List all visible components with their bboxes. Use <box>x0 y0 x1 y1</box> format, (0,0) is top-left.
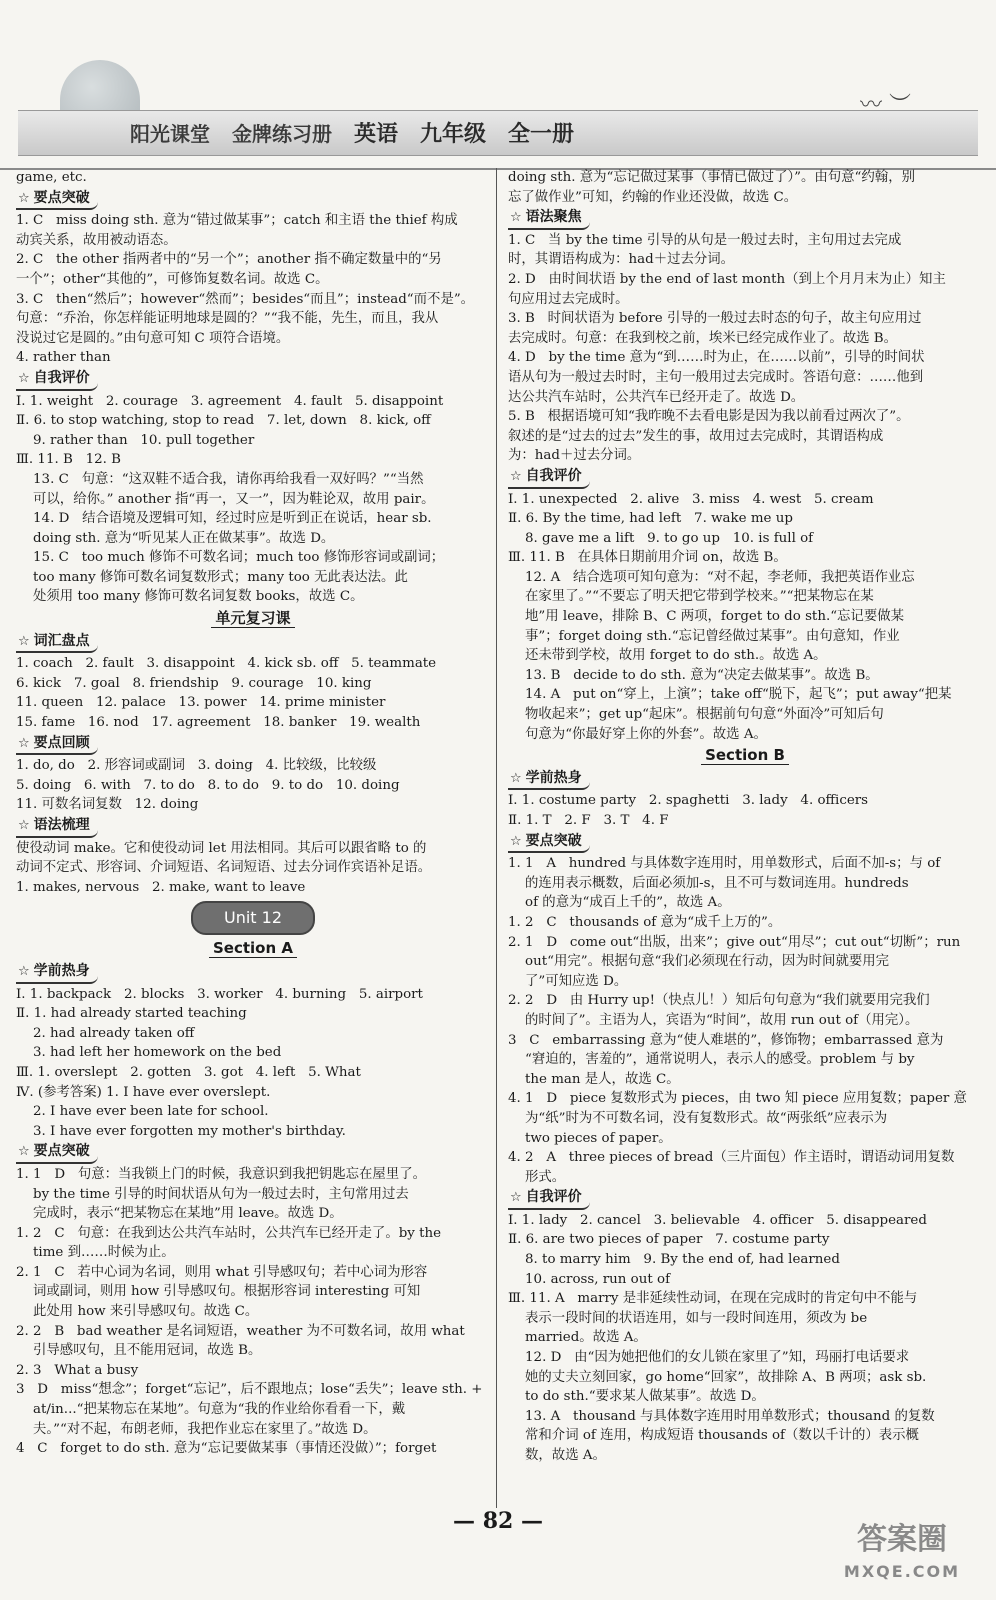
answer-line: 1. 2 C thousands of 意为“成千上万的”。 <box>508 914 782 930</box>
answer-line: 9. rather than 10. pull together <box>16 432 255 448</box>
section-heading <box>16 734 98 756</box>
answer-line: 3. I have ever forgotten my mother's birthday. <box>16 1123 346 1139</box>
watermark-logo <box>822 1524 982 1588</box>
section-heading <box>16 1142 98 1164</box>
section-heading-label: 自我评价 <box>525 1189 582 1206</box>
answer-line: 8. to marry him 9. By the end of, had learned <box>508 1252 840 1268</box>
section-heading-label: 自我评价 <box>525 467 582 484</box>
section-heading-label: 语法聚焦 <box>525 209 582 226</box>
answer-line: 1. 2 C 句意：在我到达公共汽车站时，公共汽车已经开走了。by the <box>16 1225 442 1241</box>
answer-line: 为“纸”时为不可数名词，没有复数形式。故“两张纸”应表示为 <box>508 1110 888 1126</box>
section-heading-label: 要点突破 <box>33 189 90 206</box>
answer-line: 句应用过去完成时。 <box>508 291 629 307</box>
section-heading <box>16 816 98 838</box>
answer-line: 15. C too much 修饰不可数名词；much too 修饰形容词或副词； <box>16 550 445 566</box>
volume: 全一册 <box>508 120 575 147</box>
answer-line: 1. 1 D 句意：当我锁上门的时候，我意识到我把钥匙忘在屋里了。 <box>16 1166 426 1182</box>
answer-line: Ⅱ. 6. are two pieces of paper 7. costume party <box>508 1232 830 1248</box>
section-heading-label: 自我评价 <box>33 369 90 386</box>
answer-line: 常和介词 of 连用，构成短语 thousands of（数以千计的）表示概 <box>508 1428 919 1444</box>
answer-line: 语从句为一般过去时时，主句一般用过去完成时。答语句意：……他到 <box>508 369 924 385</box>
answer-line: the man 是人，故选 C。 <box>508 1071 680 1087</box>
column-divider <box>496 168 497 1508</box>
answer-line: 3. had left her homework on the bed <box>16 1045 282 1061</box>
section-heading-label: 要点突破 <box>525 832 582 849</box>
answer-line: Ⅲ. 11. B 12. B <box>16 452 121 468</box>
answer-line: 15. fame 16. nod 17. agreement 18. banker 19. wealth <box>16 715 421 731</box>
right-column <box>508 168 982 1466</box>
answer-line: Ⅰ. 1. costume party 2. spaghetti 3. lady 4. officers <box>508 793 869 809</box>
answer-line: 2. had already taken off <box>16 1025 195 1041</box>
answer-line: 4 C forget to do sth. 意为“忘记要做某事（事情还没做）”；forget <box>16 1441 437 1457</box>
answer-line: 动宾关系，故用被动语态。 <box>16 232 177 248</box>
answer-line: two pieces of paper。 <box>508 1130 672 1146</box>
answer-line: Ⅲ. 11. A marry 是非延续性动词，在现在完成时的肯定句中不能与 <box>508 1291 918 1307</box>
answer-line: at/in...“把某物忘在某地”。句意为“我的作业给你看看一下，戴 <box>16 1402 406 1418</box>
answer-line: 3 D miss“想念”；forget“忘记”，后不跟地点；lose“丢失”；leave sth. + <box>16 1382 483 1398</box>
answer-line: 14. A put on“穿上，上演”；take off“脱下，起飞”；put away“把某 <box>508 687 952 703</box>
answer-line: 的连用表示概数，后面必须加-s，且不可与数词连用。hundreds <box>508 875 909 891</box>
answer-line: 2. 2 D 由 Hurry up!（快点儿！）知后句句意为“我们就要用完我们 <box>508 993 930 1009</box>
section-title: Section B <box>701 746 789 765</box>
answer-line: 5. B 根据语境可知“我昨晚不去看电影是因为我以前看过两次了”。 <box>508 409 910 425</box>
watermark-main: 答案圈 <box>857 1522 947 1557</box>
answer-line: Ⅱ. 6. By the time, had left 7. wake me up <box>508 511 793 527</box>
section-heading <box>16 189 98 211</box>
answer-line: 此处用 how 来引导感叹句。故选 C。 <box>16 1304 259 1320</box>
answer-line: 4. rather than <box>16 350 111 366</box>
star-icon: ☆ <box>18 1144 30 1160</box>
answer-line: 6. kick 7. goal 8. friendship 9. courage 10. king <box>16 675 372 691</box>
answer-line: Ⅱ. 1. T 2. F 3. T 4. F <box>508 813 669 828</box>
answer-line: 3. B 时间状语为 before 引导的一般过去时态的句子，故主句应用过 <box>508 311 922 327</box>
answer-line: 夫。”“对不起，布朗老师，我把作业忘在家里了。”故选 D。 <box>16 1421 377 1437</box>
answer-line: 地”用 leave，排除 B、C 两项，forget to do sth.“忘记要做某 <box>508 609 904 625</box>
answer-line: 14. D 结合语境及逻辑可知，经过时应是听到正在说话，hear sb. <box>16 511 432 527</box>
answer-line: 1. makes, nervous 2. make, want to leave <box>16 879 306 895</box>
section-heading <box>16 962 98 984</box>
section-heading <box>508 467 590 489</box>
answer-line: 她的丈夫立刻回家，go home“回家”，故排除 A、B 两项；ask sb. <box>508 1369 927 1385</box>
answer-line: by the time 引导的时间状语从句为一般过去时，主句常用过去 <box>16 1186 409 1202</box>
answer-line: 形式。 <box>508 1169 566 1185</box>
grade: 九年级 <box>420 120 487 147</box>
page-header <box>0 0 996 170</box>
answer-line: 数，故选 A。 <box>508 1448 606 1463</box>
section-heading-label: 学前热身 <box>33 962 90 979</box>
answer-line: 2. 1 C 若中心词为名词，则用 what 引导感叹句；若中心词为形容 <box>16 1264 428 1280</box>
unit-badge: Unit 12 <box>191 901 315 935</box>
answer-line: out“用完”。根据句意“我们必须现在行动，因为时间就要用完 <box>508 954 890 970</box>
header-title <box>130 112 574 152</box>
answer-line: 没说过它是圆的。”由句意可知 C 项符合语境。 <box>16 330 290 346</box>
answer-line: 使役动词 make。它和使役动词 let 用法相同。其后可以跟省略 to 的 <box>16 840 427 856</box>
page-number: — 82 — <box>453 1508 543 1534</box>
subject: 英语 <box>354 120 399 147</box>
answer-line: 的时间了”。主语为人，宾语为“时间”，故用 run out of（用完）。 <box>508 1012 919 1028</box>
star-icon: ☆ <box>510 210 522 226</box>
series-name: 金牌练习册 <box>232 121 332 146</box>
answer-line: 忘了做作业”可知，约翰的作业还没做，故选 C。 <box>508 189 798 205</box>
answer-line: 11. queen 12. palace 13. power 14. prime minister <box>16 695 386 711</box>
answer-line: 4. 1 D piece 复数形式为 pieces，由 two 知 piece 应用复数；paper 意 <box>508 1091 967 1107</box>
answer-line: 动词不定式、形容词、介词短语、名词短语、过去分词作宾语补足语。 <box>16 860 432 876</box>
left-column <box>16 168 490 1459</box>
answer-line: 事”；forget doing sth.“忘记曾经做过某事”。由句意知，作业 <box>508 628 900 644</box>
section-title: 单元复习课 <box>211 609 294 628</box>
answer-line: 句意：“乔治，你怎样能证明地球是圆的？”“我不能，先生，而且，我从 <box>16 311 439 327</box>
answer-line: 5. doing 6. with 7. to do 8. to do 9. to do 10. doing <box>16 777 400 793</box>
answer-line: 去完成时。句意：在我到校之前，埃米已经完成作业了。故选 B。 <box>508 330 898 346</box>
answer-line: 12. D 由“因为她把他们的女儿锁在家里了”知，玛丽打电话要求 <box>508 1350 910 1366</box>
answer-line: 表示一段时间的状语连用，如与一段时间连用，须改为 be <box>508 1310 868 1326</box>
answer-line: Ⅰ. 1. backpack 2. blocks 3. worker 4. burning 5. airport <box>16 986 423 1002</box>
section-heading <box>16 632 98 654</box>
section-heading-label: 要点回顾 <box>33 734 90 751</box>
star-icon: ☆ <box>510 1190 522 1206</box>
star-icon: ☆ <box>18 633 30 649</box>
answer-line: 1. 1 A hundred 与具体数字连用时，用单数形式，后面不加-s；与 of <box>508 856 941 872</box>
answer-line: 2. 3 What a busy <box>16 1362 139 1378</box>
answer-line: married。故选 A。 <box>508 1330 647 1346</box>
answer-line: 词或副词，则用 how 引导感叹句。根据形容词 interesting 可知 <box>16 1284 421 1300</box>
star-icon: ☆ <box>510 468 522 484</box>
answer-line: 3. C then“然后”；however“然而”；besides“而且”；instead“而不是”。 <box>16 291 475 307</box>
answer-line: 11. 可数名词复数 12. doing <box>16 797 199 813</box>
answer-line: 4. D by the time 意为“到……时为止，在……以前”，引导的时间状 <box>508 350 925 366</box>
answer-line: 1. C 当 by the time 引导的从句是一般过去时，主句用过去完成 <box>508 232 902 248</box>
section-heading-label: 词汇盘点 <box>33 632 90 649</box>
answer-line: game, etc. <box>16 170 87 185</box>
answer-line: 为：had＋过去分词。 <box>508 448 641 464</box>
answer-line: Ⅱ. 1. had already started teaching <box>16 1006 247 1022</box>
section-heading <box>508 1188 590 1210</box>
answer-line: of 的意为“成百上千的”，故选 A。 <box>508 895 731 911</box>
answer-line: 2. 2 B bad weather 是名词短语，weather 为不可数名词，故用 what <box>16 1323 465 1339</box>
birds-icon: 〰 ︶ <box>860 93 911 118</box>
answer-line: 1. coach 2. fault 3. disappoint 4. kick sb. off 5. teammate <box>16 656 437 672</box>
answer-line: Ⅳ. (参考答案) 1. I have ever overslept. <box>16 1084 271 1100</box>
answer-line: 一个”；other“其他的”，可修饰复数名词。故选 C。 <box>16 271 329 287</box>
answer-line: 13. B decide to do sth. 意为“决定去做某事”。故选 B。 <box>508 667 879 683</box>
answer-line: Ⅰ. 1. lady 2. cancel 3. believable 4. officer 5. disappeared <box>508 1212 927 1228</box>
star-icon: ☆ <box>18 963 30 979</box>
star-icon: ☆ <box>18 735 30 751</box>
answer-line: 10. across, run out of <box>508 1271 671 1287</box>
answer-line: Ⅰ. 1. unexpected 2. alive 3. miss 4. west 5. cream <box>508 491 874 507</box>
section-heading-label: 要点突破 <box>33 1143 90 1160</box>
answer-line: 处须用 too many 修饰可数名词复数 books，故选 C。 <box>16 589 364 605</box>
answer-line: 1. do, do 2. 形容词或副词 3. doing 4. 比较级，比较级 <box>16 758 377 774</box>
answer-line: Ⅲ. 11. B 在具体日期前用介词 on，故选 B。 <box>508 550 787 566</box>
star-icon: ☆ <box>510 833 522 849</box>
section-heading <box>508 769 590 791</box>
answer-line: 13. A thousand 与具体数字连用时用单数形式；thousand 的复数 <box>508 1408 935 1424</box>
answer-line: Ⅲ. 1. overslept 2. gotten 3. got 4. left 5. What <box>16 1064 361 1080</box>
answer-line: 2. 1 D come out“出版，出来”；give out“用尽”；cut out“切断”；run <box>508 934 961 950</box>
section-title: Section A <box>209 939 297 958</box>
answer-line: “窘迫的，害羞的”，通常说明人，表示人的感受。problem 与 by <box>508 1052 915 1068</box>
section-heading-label: 学前热身 <box>525 769 582 786</box>
brand-name: 阳光课堂 <box>130 121 210 146</box>
answer-line: too many 修饰可数名词复数形式；many too 无此表达法。此 <box>16 569 408 585</box>
answer-line: 可以，给你。” another 指“再一，又一”，因为鞋论双，故用 pair。 <box>16 491 435 507</box>
answer-line: 4. 2 A three pieces of bread（三片面包）作主语时，谓语动词用复数 <box>508 1150 955 1166</box>
section-heading <box>16 369 98 391</box>
answer-line: doing sth. 意为“忘记做过某事（事情已做过了）”。由句意“约翰，别 <box>508 170 915 185</box>
answer-line: 8. gave me a lift 9. to go up 10. is full of <box>508 530 814 546</box>
answer-line: to do sth.“要求某人做某事”。故选 D。 <box>508 1389 765 1405</box>
watermark-sub: MXQE.COM <box>843 1562 961 1581</box>
answer-line: time 到……时候为止。 <box>16 1245 175 1261</box>
answer-line: 了”可知应选 D。 <box>508 973 628 989</box>
answer-line: 3 C embarrassing 意为“使人难堪的”，修饰物；embarrassed 意为 <box>508 1032 944 1048</box>
star-icon: ☆ <box>18 370 30 386</box>
section-heading <box>508 208 590 230</box>
answer-line: 2. C the other 指两者中的“另一个”；another 指不确定数量中的“另 <box>16 252 442 268</box>
answer-line: Ⅰ. 1. weight 2. courage 3. agreement 4. fault 5. disappoint <box>16 393 444 409</box>
answer-line: 2. D 由时间状语 by the end of last month（到上个月月末为止）知主 <box>508 271 946 287</box>
answer-line: 13. C 句意：“这双鞋不适合我，请你再给我看一双好吗？”“当然 <box>16 471 424 487</box>
answer-line: 在家里了。”“不要忘了明天把它带到学校来。”“把某物忘在某 <box>508 589 874 605</box>
star-icon: ☆ <box>18 818 30 833</box>
answer-line: 时，其谓语构成为：had＋过去分词。 <box>508 252 735 268</box>
section-heading <box>508 832 590 854</box>
section-heading-label: 语法梳理 <box>33 817 90 833</box>
star-icon: ☆ <box>18 190 30 206</box>
answer-line: doing sth. 意为“听见某人正在做某事”。故选 D。 <box>16 530 335 546</box>
answer-line: 12. A 结合选项可知句意为：“对不起，李老师，我把英语作业忘 <box>508 569 915 585</box>
answer-line: 2. I have ever been late for school. <box>16 1104 269 1120</box>
answer-line: 物收起来”；get up“起床”。根据前句句意“外面冷”可知后句 <box>508 707 884 723</box>
answer-line: 达公共汽车站时，公共汽车已经开走了。故选 D。 <box>508 389 805 405</box>
answer-line: 句意为“你最好穿上你的外套”。故选 A。 <box>508 726 767 742</box>
answer-line: 叙述的是“过去的过去”发生的事，故用过去完成时，其谓语构成 <box>508 428 884 444</box>
answer-line: 完成时，表示“把某物忘在某地”用 leave。故选 D。 <box>16 1206 343 1222</box>
answer-line: Ⅱ. 6. to stop watching, stop to read 7. let, down 8. kick, off <box>16 413 431 429</box>
star-icon: ☆ <box>510 770 522 786</box>
answer-line: 1. C miss doing sth. 意为“错过做某事”；catch 和主语 the thief 构成 <box>16 213 458 229</box>
answer-line: 还未带到学校，故用 forget to do sth.。故选 A。 <box>508 648 827 664</box>
answer-line: 引导感叹句，且不能用冠词，故选 B。 <box>16 1343 262 1359</box>
